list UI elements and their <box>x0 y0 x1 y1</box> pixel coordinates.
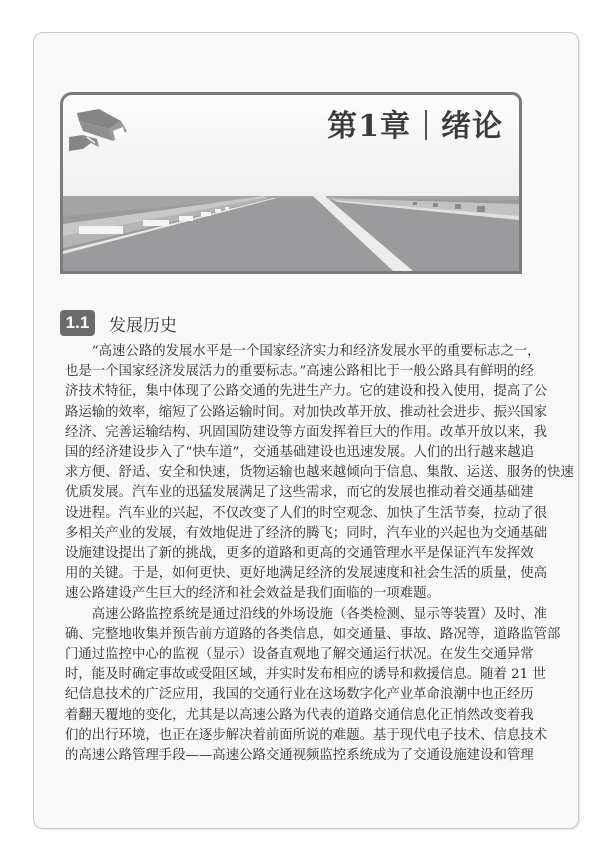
text-line: 们的出行环境，也正在逐步解决着前面所说的难题。基于现代电子技术、信息技术 <box>65 727 548 743</box>
chapter-title: 绪论 <box>441 109 503 144</box>
text-line: 设施建设提出了新的挑战，更多的道路和更高的交通管理水平是保证汽车发挥效 <box>65 546 534 562</box>
text-line: 纪信息技术的广泛应用，我国的交通行业在这场数字化产业革命浪潮中也正经历 <box>65 687 534 703</box>
text-line: 速公路建设产生巨大的经济和社会效益是我们面临的一项难题。 <box>65 586 440 602</box>
text-line: 确、完整地收集并预告前方道路的各类信息，如交通量、事故、路况等，道路监管部 <box>65 626 561 642</box>
section-number-badge: 1.1 <box>60 310 95 336</box>
text-line: “高速公路的发展水平是一个国家经济实力和经济发展水平的重要标志之一， <box>91 344 541 359</box>
text-line: 多相关产业的发展，有效地促进了经济的腾飞；同时，汽车业的兴起也为交通基础 <box>65 525 548 541</box>
text-line: 国的经济建设步入了“快车道”，交通基础建设也迅速发展。人们的出行越来越追 <box>65 445 534 461</box>
section-heading <box>60 309 177 337</box>
text-line: 着翻天覆地的变化，尤其是以高速公路为代表的道路交通信息化正悄然改变着我 <box>65 707 534 723</box>
text-line: 时，能及时确定事故或受阻区域，并实时发布相应的诱导和救援信息。随着 21 世 <box>65 667 546 683</box>
text-line: 路运输的效率，缩短了公路运输时间。对加快改革开放、推动社会进步、振兴国家 <box>65 404 548 420</box>
title-separator <box>425 110 427 140</box>
text-line: 门通过监控中心的监视（显示）设备直观地了解交通运行状况。在发生交通异常 <box>65 647 534 663</box>
chapter-banner <box>60 92 522 274</box>
text-line: 优质发展。汽车业的迅猛发展满足了这些需求，而它的发展也推动着交通基础建 <box>65 485 534 501</box>
paragraph-2 <box>65 605 561 767</box>
text-line: 设进程。汽车业的兴起，不仅改变了人们的时空观念、加快了生活节奏，拉动了很 <box>65 505 548 521</box>
body-text <box>65 342 574 766</box>
highway-road-image <box>63 196 519 271</box>
section-title: 发展历史 <box>109 315 177 336</box>
chapter-heading <box>327 101 503 145</box>
paragraph-1 <box>65 342 574 605</box>
text-line: 也是一个国家经济发展活力的重要标志。”高速公路相比于一般公路具有鲜明的经 <box>65 364 534 380</box>
text-line: 用的关键。于是，如何更快、更好地满足经济的发展速度和社会生活的质量，使高 <box>65 566 548 582</box>
text-line: 济技术特征，集中体现了公路交通的先进生产力。它的建设和投入使用，提高了公 <box>65 384 548 400</box>
surveillance-camera-icon <box>69 107 139 159</box>
text-line: 求方便、舒适、安全和快速，货物运输也越来越倾向于信息、集散、运送、服务的快速 <box>65 465 574 481</box>
text-line: 高速公路监控系统是通过沿线的外场设施（各类检测、显示等装置）及时、准 <box>91 606 548 622</box>
chapter-label: 第1章 <box>327 109 411 144</box>
text-line: 的高速公路管理手段——高速公路交通视频监控系统成为了交通设施建设和管理 <box>65 748 534 764</box>
text-line: 经济、完善运输结构、巩固国防建设等方面发挥着巨大的作用。改革开放以来，我 <box>65 424 548 440</box>
